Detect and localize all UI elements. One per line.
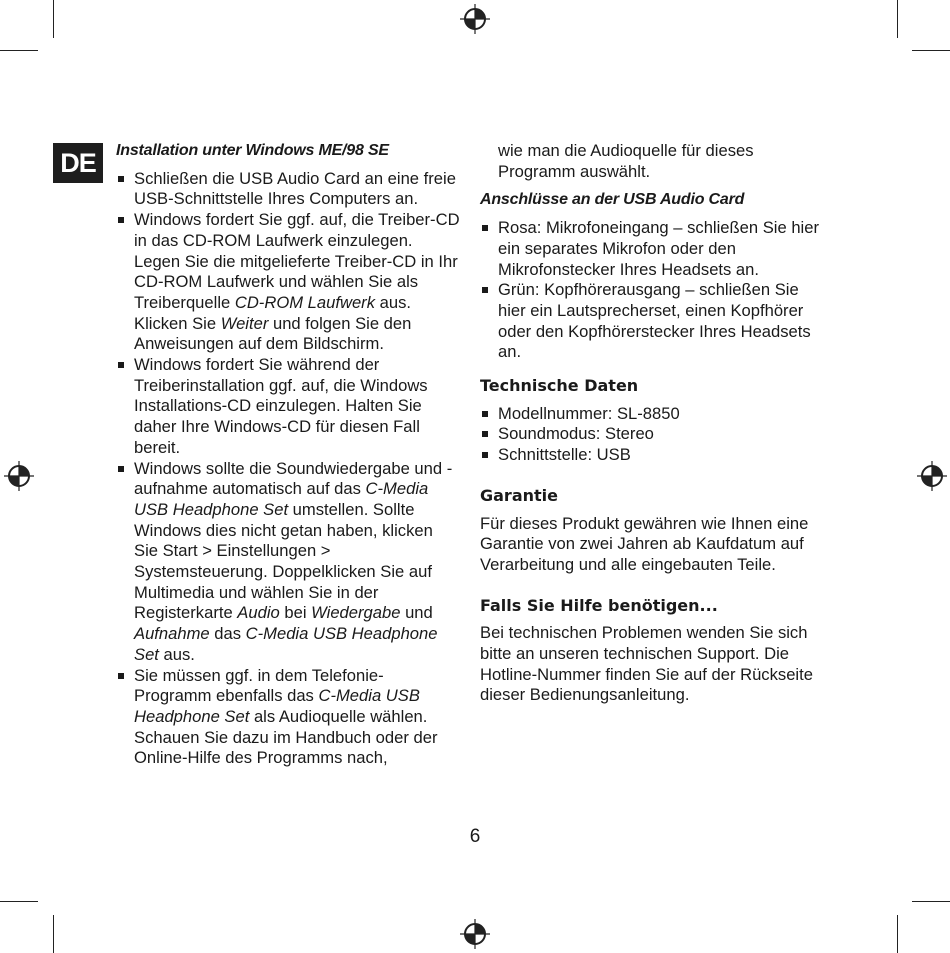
tech-specs-list — [480, 404, 825, 466]
step-text: Windows fordert Sie während der Treiberinstallation ggf. auf, die Windows Installations-CD einzulegen. Halten Sie daher Ihre Windows-CD für diesen Fall bereit. — [134, 355, 428, 457]
crop-mark — [897, 0, 898, 38]
step-emphasis: Weiter — [220, 313, 269, 333]
crop-mark — [912, 50, 950, 51]
crop-mark — [912, 901, 950, 902]
registration-mark-icon — [460, 4, 490, 34]
warranty-heading: Garantie — [480, 485, 558, 505]
step-text: Schließen die USB Audio Card an eine freie USB-Schnittstelle Ihres Computers an. — [134, 168, 456, 209]
crop-mark — [53, 915, 54, 953]
crop-mark — [53, 0, 54, 38]
list-item — [116, 169, 461, 210]
page-number: 6 — [469, 826, 481, 847]
step-text: das — [209, 624, 246, 644]
connections-heading: Anschlüsse an der USB Audio Card — [480, 191, 745, 209]
registration-mark-icon — [460, 919, 490, 949]
installation-steps — [116, 169, 461, 769]
step-text: umstellen. Sollte Windows dies nicht getan haben, klicken Sie Start > Einstellungen > Systemsteuerung. Doppelklicken Sie auf Multimedia und wählen Sie in der Registerkarte — [134, 499, 433, 623]
step-emphasis: C-Media USB Headphone Set — [134, 624, 438, 664]
list-item — [116, 666, 461, 770]
step-text: und folgen Sie den Anweisungen auf dem Bildschirm. — [134, 313, 412, 354]
step-emphasis: Audio — [237, 603, 280, 623]
help-text: Bei technischen Problemen wenden Sie sich bitte an unseren technischen Support. Die Hotline-Nummer finden Sie auf der Rückseite dieser Bedienungsanleitung. — [480, 623, 813, 705]
language-tab: DE — [53, 143, 103, 183]
step-emphasis: C-Media USB Headphone Set — [134, 479, 429, 519]
list-item — [116, 355, 461, 459]
registration-mark-icon — [917, 461, 947, 491]
crop-mark — [897, 915, 898, 953]
registration-mark-icon — [4, 461, 34, 491]
crop-mark — [0, 50, 38, 51]
continued-step-text: wie man die Audioquelle für dieses Programm auswählt. — [498, 141, 754, 181]
step-emphasis: C-Media USB Headphone Set — [134, 686, 420, 726]
installation-heading: Installation unter Windows ME/98 SE — [116, 142, 389, 159]
crop-mark — [0, 901, 38, 902]
list-item: Grün: Kopfhörerausgang – schließen Sie hier ein Lautsprecherset, einen Kopfhörer oder den Kopfhörerstecker Ihres Headsets an. — [480, 280, 825, 363]
step-emphasis: Wiedergabe — [311, 603, 401, 623]
step-text: und — [400, 603, 433, 623]
connections-list — [480, 218, 825, 363]
tech-specs-heading: Technische Daten — [480, 376, 639, 396]
list-item — [116, 459, 461, 666]
step-text: Sie müssen ggf. in dem Telefonie-Programm ebenfalls das — [134, 665, 384, 706]
warranty-text: Für dieses Produkt gewähren wie Ihnen eine Garantie von zwei Jahren ab Kaufdatum auf Verarbeitung und alle eingebauten Teile. — [480, 513, 809, 574]
left-column — [116, 141, 461, 769]
step-text: Windows sollte die Soundwiedergabe und -aufnahme automatisch auf das — [134, 458, 453, 499]
list-item: Modellnummer: SL-8850 — [480, 404, 825, 425]
step-text: aus. — [158, 644, 195, 664]
help-heading: Falls Sie Hilfe benötigen... — [480, 595, 718, 615]
step-text: aus. Klicken Sie — [134, 292, 411, 333]
step-emphasis: CD-ROM Laufwerk — [234, 292, 375, 312]
step-text: bei — [279, 603, 312, 623]
step-text: als Audioquelle wählen. Schauen Sie dazu im Handbuch oder der Online-Hilfe des Programms nach, — [134, 706, 438, 768]
step-text: Windows fordert Sie ggf. auf, die Treiber-CD in das CD-ROM Laufwerk einzulegen. Legen Sie die mitgelieferte Treiber-CD in Ihr CD-ROM Laufwerk und wählen Sie als Treiberquelle — [134, 210, 460, 312]
right-column — [480, 141, 825, 706]
step-emphasis: Aufnahme — [134, 624, 210, 644]
list-item: Soundmodus: Stereo — [480, 424, 825, 445]
list-item: Schnittstelle: USB — [480, 445, 825, 466]
list-item — [116, 210, 461, 355]
list-item: Rosa: Mikrofoneingang – schließen Sie hier ein separates Mikrofon oder den Mikrofonstecker Ihres Headsets an. — [480, 218, 825, 280]
